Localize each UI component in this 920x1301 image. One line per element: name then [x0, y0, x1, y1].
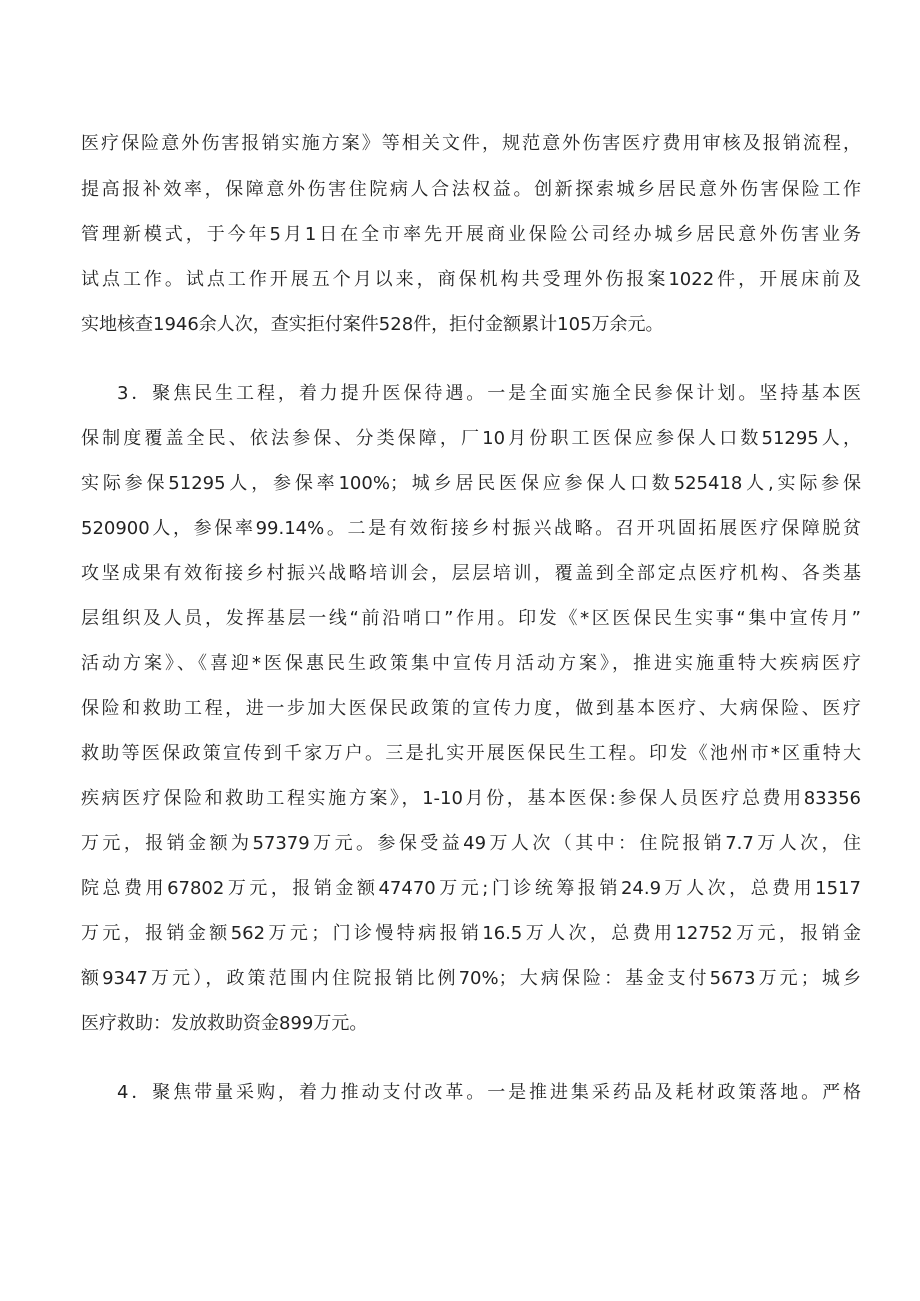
text-line: 实地核查1946余人次，查实拒付案件528件，拒付金额累计105万余元。 [81, 314, 664, 335]
text-line: 试点工作。试点工作开展五个月以来，商保机构共受理外伤报案1022件，开展床前及 [81, 269, 861, 290]
text-line: 医疗救助：发放救助资金899万元。 [81, 1013, 368, 1034]
text-line: 保制度覆盖全民、依法参保、分类保障，厂10月份职工医保应参保人口数51295人， [81, 428, 861, 449]
paragraph-first-line: 4．聚焦带量采购，着力推动支付改革。一是推进集采药品及耗材政策落地。严格 [117, 1082, 861, 1103]
text-line: 保险和救助工程，进一步加大医保民政策的宣传力度，做到基本医疗、大病保险、医疗 [81, 698, 861, 719]
text-line: 救助等医保政策宣传到千家万户。三是扎实开展医保民生工程。印发《池州市*区重特大 [81, 743, 861, 764]
text-line: 520900人，参保率99.14%。二是有效衔接乡村振兴战略。召开巩固拓展医疗保障脱贫 [81, 518, 861, 539]
text-line: 层组织及人员，发挥基层一线“前沿哨口”作用。印发《*区医保民生实事“集中宣传月” [81, 608, 861, 629]
text-line: 活动方案》、《喜迎*医保惠民生政策集中宣传月活动方案》，推进实施重特大疾病医疗 [81, 653, 861, 674]
paragraph-first-line: 3．聚焦民生工程，着力提升医保待遇。一是全面实施全民参保计划。坚持基本医 [117, 383, 861, 404]
text-line: 万元，报销金额562万元；门诊慢特病报销16.5万人次，总费用12752万元，报销金 [81, 923, 861, 944]
text-line: 医疗保险意外伤害报销实施方案》等相关文件，规范意外伤害医疗费用审核及报销流程， [81, 133, 861, 154]
text-line: 攻坚成果有效衔接乡村振兴战略培训会，层层培训，覆盖到全部定点医疗机构、各类基 [81, 563, 861, 584]
text-line: 管理新模式，于今年5月1日在全市率先开展商业保险公司经办城乡居民意外伤害业务 [81, 224, 861, 245]
text-line: 院总费用67802万元，报销金额47470万元;门诊统筹报销24.9万人次，总费用1517 [81, 878, 861, 899]
text-line: 疾病医疗保险和救助工程实施方案》，1-10月份，基本医保:参保人员医疗总费用83356 [81, 788, 861, 809]
text-line: 万元，报销金额为57379万元。参保受益49万人次（其中：住院报销7.7万人次，住 [81, 833, 861, 854]
text-line: 额9347万元），政策范围内住院报销比例70%；大病保险：基金支付5673万元；城乡 [81, 968, 861, 989]
text-line: 提高报补效率，保障意外伤害住院病人合法权益。创新探索城乡居民意外伤害保险工作 [81, 179, 861, 200]
text-line: 实际参保51295人，参保率100%；城乡居民医保应参保人口数525418人,实际参保 [81, 473, 861, 494]
